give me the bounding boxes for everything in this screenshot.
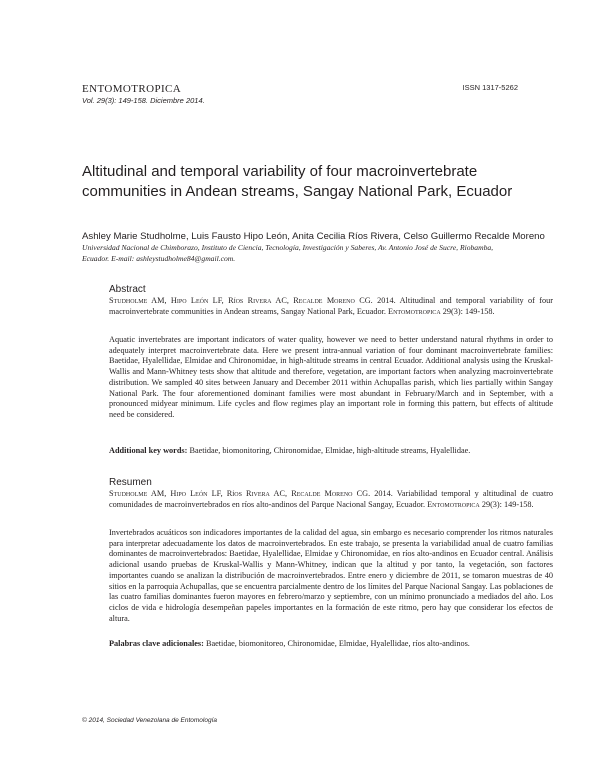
- keywords-label: Additional key words:: [109, 446, 188, 455]
- abstract-heading: Abstract: [109, 284, 146, 295]
- resumen-keywords: [109, 639, 553, 650]
- issn: ISSN 1317-5262: [462, 83, 518, 92]
- citation-text: 2014. Altitudinal and temporal variability of four macroinvertebrate communities in Andean streams, Sangay National Park, Ecuador.: [109, 296, 553, 316]
- resumen-heading: Resumen: [109, 477, 152, 488]
- keywords-label: Palabras clave adicionales:: [109, 639, 204, 648]
- citation-authors: Studholme AM, Hipo León LF, Ríos Rivera AC, Recalde Moreno CG.: [109, 489, 371, 498]
- article-title: Altitudinal and temporal variability of four macroinvertebrate communities in Andean streams, Sangay National Park, Ecuador: [82, 163, 513, 200]
- citation-text: 2014. Variabilidad temporal y altitudinal de cuatro comunidades de macroinvertebrados en ríos alto-andinos del Parque Nacional Sangay, Ecuador.: [109, 489, 554, 509]
- abstract-citation: [109, 296, 553, 317]
- citation-journal: Entomotropica: [427, 499, 480, 509]
- keywords-list: Baetidae, biomonitoreo, Chironomidae, Elmidae, Hyalellidae, ríos alto-andinos.: [205, 639, 470, 648]
- volume-info: Vol. 29(3): 149-158. Diciembre 2014.: [82, 96, 205, 105]
- resumen-body: Invertebrados acuáticos son indicadores importantes de la calidad del agua, sin embargo es necesario comprender los ritmos naturales para interpretar adecuadamente los datos de macroinvertebrados. En este trabajo, se presenta la variabilidad anual de cuatro familias dominantes de macroinvertebrados: Baetidae, Hyalellidae, Elmidae y Chironomidae, en ríos alto-andinos en Ecuador central. Análisis adicional usando pruebas de Kruskal-Wallis y Mann-Whitney, indican que la altitud y por tanto, la vegetación, son factores importantes cuando se analizan la distribución de macroinvertebrados. Entre enero y diciembre de 2011, se tomaron muestras de 40 sitios en la parroquia Achupallas, que se encuentra parcialmente dentro de los límites del Parque Nacional Sangay. Las poblaciones de las cuatro familias dominantes fueron mayores en febrero/marzo y septiembre, con un mínimo pronunciado a mediados del año. Los ciclos de vida e hidrología desempeñan papeles importantes en la formación de este ritmo, pero hay que considerar los efectos de altura.: [109, 528, 553, 623]
- citation-ref: 29(3): 149-158.: [481, 499, 534, 509]
- citation-journal: Entomotropica: [388, 306, 441, 316]
- abstract-keywords: [109, 446, 553, 457]
- keywords-list: Baetidae, biomonitoring, Chironomidae, Elmidae, high-altitude streams, Hyalellidae.: [189, 446, 471, 455]
- citation-authors: Studholme AM, Hipo León LF, Ríos Rivera AC, Recalde Moreno CG.: [109, 296, 373, 305]
- author-affiliation: Universidad Nacional de Chimborazo, Instituto de Ciencia, Tecnología, Investigación y Saberes, Av. Antonio José de Sucre, Riobamba, Ecuador. E-mail: ashleystudholme84@gmail.com.: [82, 243, 494, 263]
- copyright-footer: © 2014, Sociedad Venezolana de Entomología: [82, 717, 218, 724]
- resumen-citation: [109, 489, 553, 510]
- article-authors: Ashley Marie Studholme, Luis Fausto Hipo León, Anita Cecilia Ríos Rivera, Celso Guillermo Recalde Moreno: [82, 231, 545, 242]
- journal-name: ENTOMOTROPICA: [82, 83, 182, 95]
- citation-ref: 29(3): 149-158.: [442, 306, 495, 316]
- abstract-body: Aquatic invertebrates are important indicators of water quality, however we need to better understand natural rhythms in order to adequately interpret macroinvertebrate data. Here we present intra-annual variation of four dominant macroinvertebrate families: Baetidae, Hyalellidae, Elmidae and Chironomidae, in high-altitude streams in central Ecuador. Additional analysis using the Kruskal-Wallis and Mann-Whitney tests show that altitude and therefore, vegetation, are important factors when analyzing macroinvertebrate distribution. We sampled 40 sites between January and December 2011 within Achupallas parish, which lies partially within Sangay National Park. The four aforementioned dominant families were most abundant in February/March and in September, with a pronounced midyear minimum. Life cycles and flow regimes play an important role in forming this pattern, but effects of altitude need be considered.: [109, 335, 553, 419]
